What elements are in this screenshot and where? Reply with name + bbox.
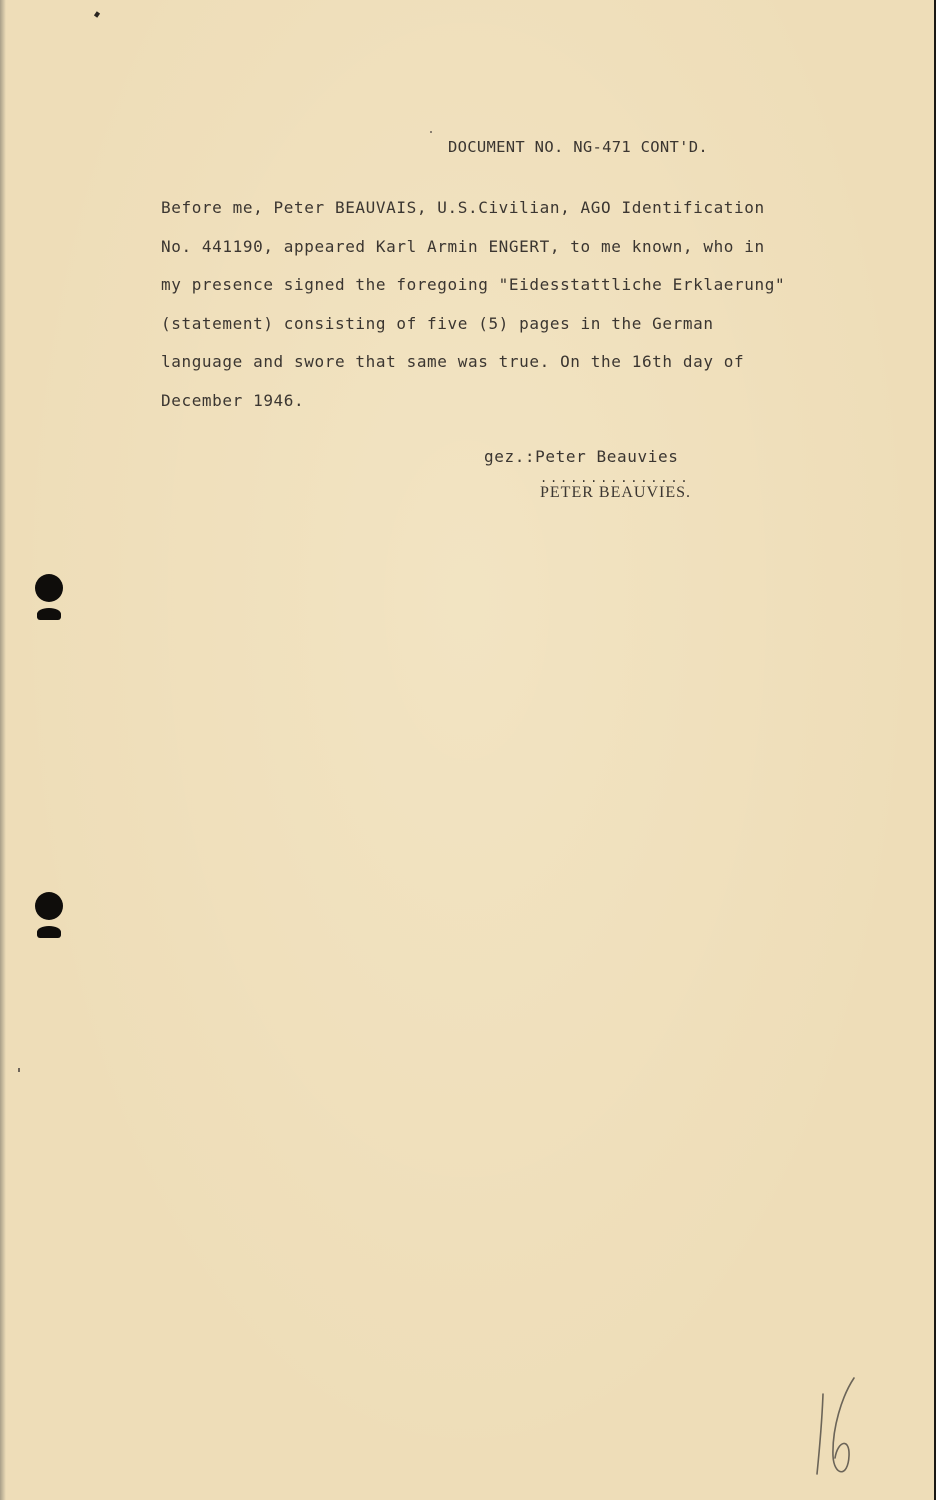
body-line: (statement) consisting of five (5) pages in the German bbox=[161, 313, 714, 333]
page-edge-shadow bbox=[0, 0, 6, 1500]
body-line: December 1946. bbox=[161, 390, 305, 410]
document-header: DOCUMENT NO. NG-471 CONT'D. bbox=[448, 138, 709, 156]
body-line: Before me, Peter BEAUVAIS, U.S.Civilian, AGO Identification bbox=[161, 198, 765, 217]
signature-dotted-rule: ............... bbox=[540, 471, 691, 485]
signature-block bbox=[484, 445, 691, 502]
punch-hole-tab-icon bbox=[37, 608, 61, 620]
ink-speck bbox=[430, 131, 432, 133]
affidavit-body bbox=[161, 196, 871, 427]
ink-speck bbox=[94, 11, 100, 17]
ink-speck bbox=[18, 1068, 20, 1072]
signatory-name: PETER BEAUVIES. bbox=[540, 484, 691, 501]
punch-hole-tab-icon bbox=[37, 926, 61, 938]
body-line: language and swore that same was true. On the 16th day of bbox=[161, 352, 745, 371]
handwritten-folio-icon bbox=[814, 1372, 864, 1482]
body-line: No. 441190, appeared Karl Armin ENGERT, to me known, who in bbox=[161, 236, 765, 256]
punch-hole-icon bbox=[35, 574, 63, 602]
body-line: my presence signed the foregoing "Eidesstattliche Erklaerung" bbox=[161, 275, 786, 294]
punch-hole-icon bbox=[35, 892, 63, 920]
signature-line: gez.:Peter Beauvies bbox=[484, 447, 679, 466]
